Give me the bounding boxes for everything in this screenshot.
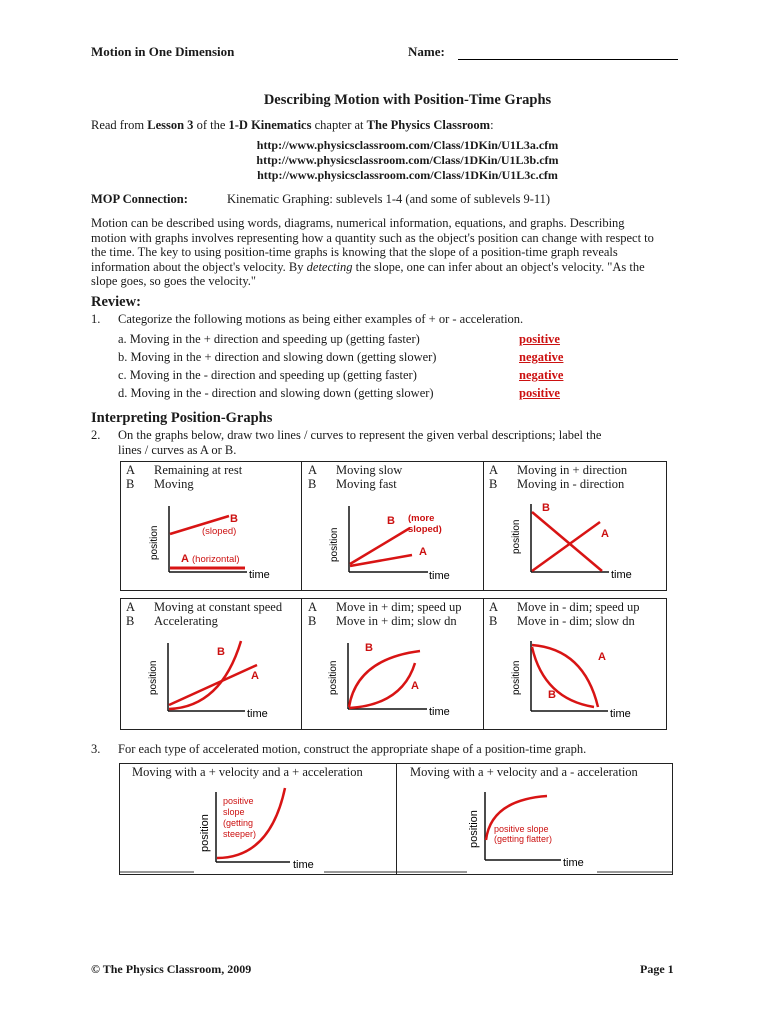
url-link[interactable]: http://www.physicsclassroom.com/Class/1DKin/U1L3b.cfm xyxy=(256,153,559,167)
graph-cell: A Moving slow B Moving fast position time B (more sloped) A xyxy=(301,462,484,590)
x-axis-label: time xyxy=(247,708,268,720)
position-time-graph[interactable] xyxy=(484,492,667,588)
x-axis-label: time xyxy=(249,569,270,581)
y-axis-label: position xyxy=(149,525,160,560)
answer-label: negative xyxy=(519,350,564,364)
label-b: B xyxy=(542,502,550,514)
x-axis-label: time xyxy=(611,569,632,581)
footer-copyright: © The Physics Classroom, 2009 xyxy=(91,962,252,976)
y-axis-label: position xyxy=(468,810,480,848)
read-from-line: Read from Lesson 3 of the 1-D Kinematics chapter at The Physics Classroom: xyxy=(91,118,494,132)
url-link[interactable]: http://www.physicsclassroom.com/Class/1DKin/U1L3c.cfm xyxy=(257,168,558,182)
x-axis-label: time xyxy=(610,708,631,720)
position-time-graph[interactable] xyxy=(121,629,301,727)
position-time-graph[interactable] xyxy=(302,629,484,727)
position-time-graph[interactable] xyxy=(484,629,667,727)
answer-label: positive xyxy=(519,386,560,400)
label-b: B xyxy=(387,515,395,527)
note-b: (sloped) xyxy=(202,526,237,537)
line-b xyxy=(350,528,410,564)
position-time-graph[interactable] xyxy=(120,782,396,874)
answer-label: negative xyxy=(519,368,564,382)
url-link[interactable]: http://www.physicsclassroom.com/Class/1DKin/U1L3a.cfm xyxy=(256,138,559,152)
name-field-line[interactable] xyxy=(458,59,678,60)
note-a: (horizontal) xyxy=(192,554,240,565)
position-time-graph[interactable] xyxy=(302,492,484,588)
note-b: sloped) xyxy=(408,524,442,535)
note: positive xyxy=(223,796,254,806)
x-axis-label: time xyxy=(429,706,450,718)
position-time-graph[interactable] xyxy=(397,782,673,874)
question-text: Categorize the following motions as being either examples of + or - acceleration. xyxy=(118,312,524,326)
line-a xyxy=(350,555,412,566)
graph-cell: A Move in + dim; speed up B Move in + dim; slow dn position time B A xyxy=(301,599,484,729)
mop-label: MOP Connection: xyxy=(91,192,188,206)
review-item: a. Moving in the + direction and speeding up (getting faster) xyxy=(118,332,420,346)
y-axis-label: position xyxy=(329,527,340,562)
x-axis-label: time xyxy=(429,570,450,582)
header-title: Motion in One Dimension xyxy=(91,44,235,59)
y-axis-label: position xyxy=(511,660,522,695)
label-b: B xyxy=(548,689,556,701)
note: slope xyxy=(223,807,245,817)
interpreting-heading: Interpreting Position-Graphs xyxy=(91,410,273,426)
y-axis-label: position xyxy=(328,660,339,695)
note-b: (more xyxy=(408,513,435,524)
position-time-graph[interactable] xyxy=(121,492,301,588)
label-a: A xyxy=(598,651,606,663)
graph-cell: A Moving at constant speed B Accelerating position time B A xyxy=(121,599,301,729)
note: steeper) xyxy=(223,829,257,839)
mop-text: Kinematic Graphing: sublevels 1-4 (and some of sublevels 9-11) xyxy=(227,192,551,206)
label-a: A xyxy=(419,546,427,558)
question-text: For each type of accelerated motion, construct the appropriate shape of a position-time graph. xyxy=(118,742,587,756)
line-a xyxy=(169,665,257,705)
review-item: c. Moving in the - direction and speeding up (getting faster) xyxy=(118,368,417,382)
page-title: Describing Motion with Position-Time Graphs xyxy=(263,92,552,108)
question-text: On the graphs below, draw two lines / curves to represent the given verbal descriptions; label the lines / curves as A or B. xyxy=(118,428,602,457)
label-b: B xyxy=(365,642,373,654)
question-number: 1. xyxy=(91,312,101,326)
name-label: Name: xyxy=(408,44,445,59)
graph-cell: A Move in - dim; speed up B Move in - dim; slow dn position time A B xyxy=(483,599,667,729)
graph-row-1 xyxy=(120,461,667,591)
y-axis-label: position xyxy=(199,814,211,852)
note: (getting flatter) xyxy=(494,834,553,844)
y-axis-label: position xyxy=(148,660,159,695)
question-number: 3. xyxy=(91,742,101,756)
line-a xyxy=(532,522,600,571)
curve-a xyxy=(349,663,415,708)
label-b: B xyxy=(230,513,238,525)
note: positive slope xyxy=(494,824,549,834)
graph-row-3 xyxy=(119,763,673,875)
label-b: B xyxy=(217,646,225,658)
label-a: A xyxy=(601,528,609,540)
graph-cell: Moving with a + velocity and a - acceleration position time positive slope (getting flatter) xyxy=(396,764,673,874)
page-number: Page 1 xyxy=(640,962,674,976)
question-number: 2. xyxy=(91,428,101,442)
review-item: d. Moving in the - direction and slowing down (getting slower) xyxy=(118,386,434,400)
note: (getting xyxy=(223,818,254,828)
label-a: A xyxy=(251,670,259,682)
answer-label: positive xyxy=(519,332,560,346)
graph-cell: A Remaining at rest B Moving position time B (sloped) A (horizontal) xyxy=(121,462,301,590)
graph-cell: A Moving in + direction B Moving in - direction position time B A xyxy=(483,462,667,590)
intro-paragraph: Motion can be described using words, diagrams, numerical information, equations, and graphs. Describing motion with graphs involves representing how a quantity such as the object's position can change with respect to the time. The key to using position-time graphs is knowing that the slope of a position-time graph reveals information about the object's velocity. By detecting the slope, one can infer about an object's velocity. "As the slope goes, so goes the velocity." xyxy=(91,216,654,288)
x-axis-label: time xyxy=(293,859,314,871)
review-heading: Review: xyxy=(91,294,141,310)
label-a: A xyxy=(411,680,419,692)
review-item: b. Moving in the + direction and slowing down (getting slower) xyxy=(118,350,437,364)
y-axis-label: position xyxy=(511,519,522,554)
label-a: A xyxy=(181,553,189,565)
graph-row-2 xyxy=(120,598,667,730)
x-axis-label: time xyxy=(563,857,584,869)
graph-cell: Moving with a + velocity and a + acceleration position time positive slope (getting steeper) xyxy=(120,764,396,874)
